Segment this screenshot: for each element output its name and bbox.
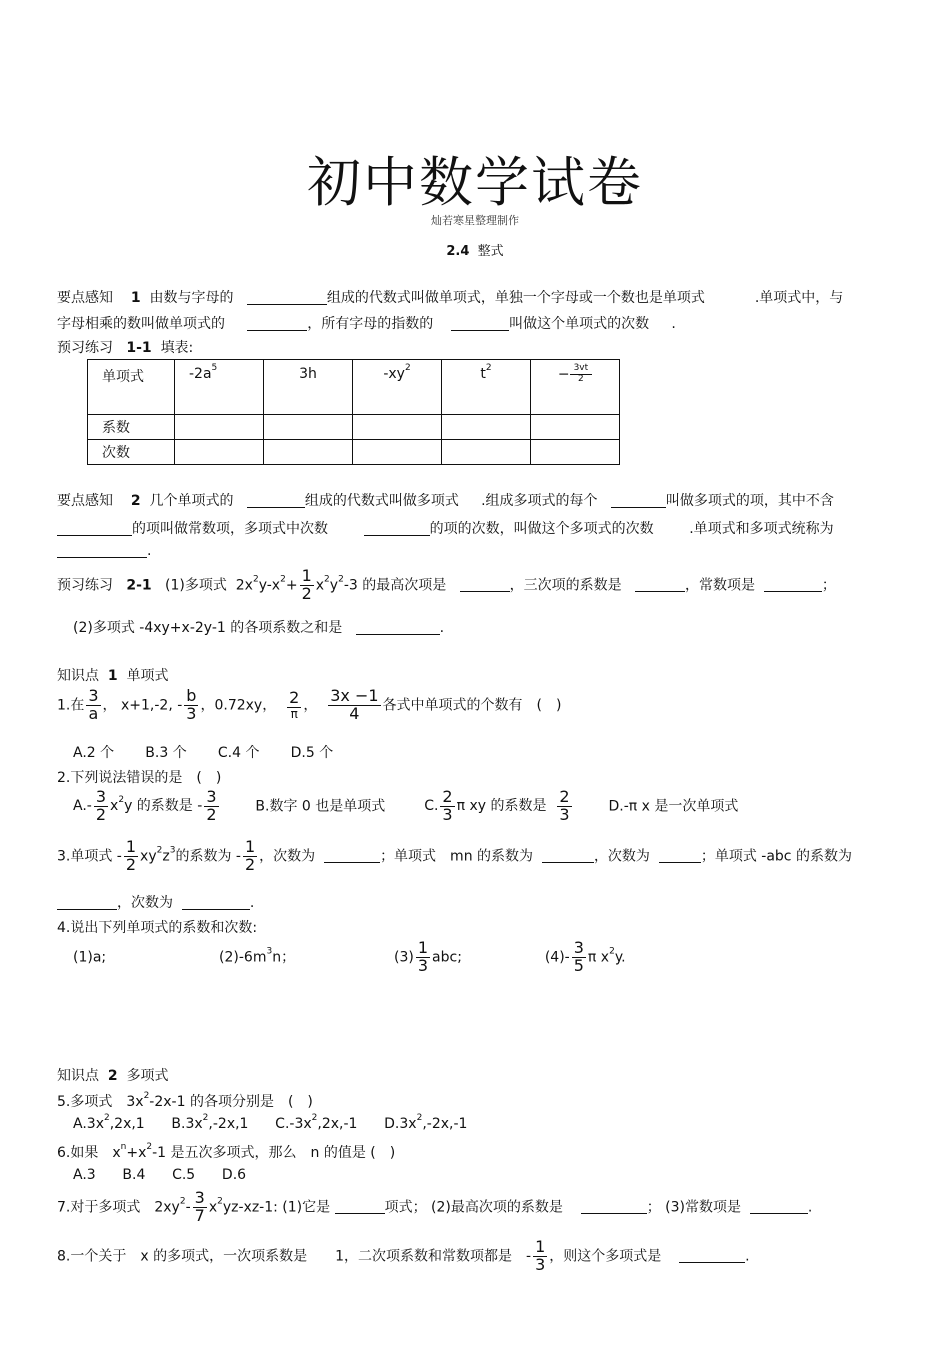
answer-cell[interactable] <box>353 440 442 465</box>
table-cell: $-xy^2$ <box>353 360 442 415</box>
question-5-stem: 5.多项式 $3x^2-2x-1$ 的各项分别是 ( ) <box>57 1091 313 1110</box>
answer-cell[interactable] <box>175 415 264 440</box>
question-1-options <box>73 742 333 762</box>
option-c[interactable]: C.4 个 <box>217 745 260 761</box>
answer-cell[interactable] <box>442 440 531 465</box>
blank <box>611 493 666 508</box>
question-7: 7.对于多项式 $2xy^2-$ $\frac{3}{7}$ $x^2yz-xz-1$: (1)它是 项式； (2)最高次项的系数是 ； (3)常数项是 . <box>57 1188 813 1225</box>
question-4-items: (1)a; $(2)-6m^3n$； (3) $\frac{1}{3}$ abc; (4)- $\frac{3}{5}$ π $x^2y$. <box>73 938 626 975</box>
blank <box>581 1199 647 1214</box>
blank <box>324 848 380 863</box>
question-3-line2: ，次数为 . <box>57 892 254 912</box>
answer-cell[interactable] <box>264 415 353 440</box>
row-header-coefficient: 系数 <box>88 415 175 440</box>
answer-cell[interactable] <box>442 415 531 440</box>
option-a[interactable]: A.- $\frac{3}{2}$ $x^2y$ 的系数是 - $\frac{3}{2}$ <box>73 787 217 824</box>
question-2-options <box>73 789 738 824</box>
blank <box>750 1199 808 1214</box>
answer-cell[interactable] <box>531 415 620 440</box>
blank <box>335 1199 385 1214</box>
option-b[interactable]: B.3 个 <box>145 745 187 761</box>
option-b[interactable]: B.4 <box>122 1167 146 1183</box>
question-6-stem: 6.如果 $x^n+x^2-1$ 是五次多项式，那么 n 的值是 ( ) <box>57 1142 396 1161</box>
blank <box>659 848 701 863</box>
key-point-2-line2: 的项叫做常数项，多项式中次数 的项的次数，叫做这个多项式的次数 .单项式和多项式统称为 <box>57 518 834 538</box>
option-a[interactable]: A.2 个 <box>73 745 115 761</box>
question-6-options <box>73 1167 246 1183</box>
answer-cell[interactable] <box>353 415 442 440</box>
exercise-2-1-q2: (2)多项式 -4xy+x-2y-1 的各项系数之和是 . <box>73 620 445 636</box>
blank <box>451 316 509 331</box>
page-title: 初中数学试卷 <box>307 151 643 214</box>
table-cell: $t^2$ <box>442 360 531 415</box>
row-header-degree: 次数 <box>88 440 175 465</box>
blank <box>364 521 430 536</box>
knowledge-point-2: 知识点 2 多项式 <box>57 1068 169 1084</box>
section-heading: 2.4 整式 <box>446 244 504 259</box>
option-a[interactable]: A.3 <box>73 1167 96 1183</box>
option-c[interactable]: $C.-3x^2,2x,-1$ <box>275 1113 358 1132</box>
key-point-1-line2: 字母相乘的数叫做单项式的 ，所有字母的指数的 叫做这个单项式的次数 . <box>57 316 676 332</box>
blank <box>460 577 510 592</box>
blank <box>57 521 132 536</box>
key-point-2-line1: 要点感知 2 几个单项式的 组成的代数式叫做多项式 .组成多项式的每个 叫做多项式的项，其中不含 <box>57 493 834 509</box>
exercise-2-1-q1: 预习练习 2-1 (1)多项式 $2x^2y-x^2+$ $\frac{1}{2}$ $x^2y^2-3$ 的最高次项是 ，三次项的系数是 ，常数项是 ； <box>57 566 836 603</box>
question-4-stem: 4.说出下列单项式的系数和次数: <box>57 920 258 936</box>
option-d[interactable]: $D.3x^2,-2x,-1$ <box>384 1113 468 1132</box>
option-c[interactable]: C. $\frac{2}{3}$ π xy 的系数是 $\frac{2}{3}$ <box>424 787 570 824</box>
blank <box>679 1248 745 1263</box>
blank <box>764 577 822 592</box>
blank <box>247 290 327 305</box>
fill-table <box>87 359 620 465</box>
table-cell: 3h <box>264 360 353 415</box>
blank <box>247 493 305 508</box>
blank <box>542 848 594 863</box>
knowledge-point-1: 知识点 1 单项式 <box>57 668 169 684</box>
exercise-1-1-heading: 预习练习 1-1 填表: <box>57 340 194 356</box>
option-c[interactable]: C.5 <box>172 1167 196 1183</box>
blank <box>182 895 250 910</box>
table-cell: − $\frac{3vt}{2}$ <box>531 360 620 415</box>
question-3-line1: 3.单项式 - $\frac{1}{2}$ $xy^2z^3$的系数为 - $\frac{1}{2}$ ，次数为 ；单项式 mn 的系数为 ，次数为 ；单项式 -abc 的系数为 <box>57 837 852 874</box>
answer-cell[interactable] <box>264 440 353 465</box>
table-cell: $-2a^5$ <box>175 360 264 415</box>
row-header-monomial: 单项式 <box>88 360 175 415</box>
option-a[interactable]: $A.3x^2,2x,1$ <box>73 1113 145 1132</box>
key-point-2-line3: . <box>57 543 151 559</box>
key-point-1-line1: 要点感知 1 由数与字母的 组成的代数式叫做单项式，单独一个字母或一个数也是单项式 .单项式中，与 <box>57 290 844 306</box>
blank <box>356 620 440 635</box>
blank <box>57 543 147 558</box>
answer-cell[interactable] <box>531 440 620 465</box>
option-b[interactable]: $B.3x^2,-2x,1$ <box>171 1113 249 1132</box>
blank <box>247 316 307 331</box>
option-d[interactable]: D.6 <box>221 1167 247 1183</box>
question-5-options <box>73 1113 468 1132</box>
blank <box>635 577 685 592</box>
option-b[interactable]: B.数字 0 也是单项式 <box>255 798 386 815</box>
option-d[interactable]: D.-π x 是一次单项式 <box>608 798 739 815</box>
question-1: 1.在 $\frac{3}{a}$ ， x+1,-2, - $\frac{b}{3}$ ，0.72xy， $\frac{2}{\pi}$ ， $\frac{3x -1}{4}$ 各式中单项式的个数有 ( ) <box>57 686 562 723</box>
blank <box>57 895 117 910</box>
question-8: 8.一个关于 x 的多项式，一次项系数是 1，二次项系数和常数项都是 - $\frac{1}{3}$ ，则这个多项式是 . <box>57 1237 750 1274</box>
page-subtitle: 灿若寒星整理制作 <box>431 214 519 227</box>
option-d[interactable]: D.5 个 <box>290 745 334 761</box>
question-2-stem: 2.下列说法错误的是 ( ) <box>57 770 222 786</box>
answer-cell[interactable] <box>175 440 264 465</box>
